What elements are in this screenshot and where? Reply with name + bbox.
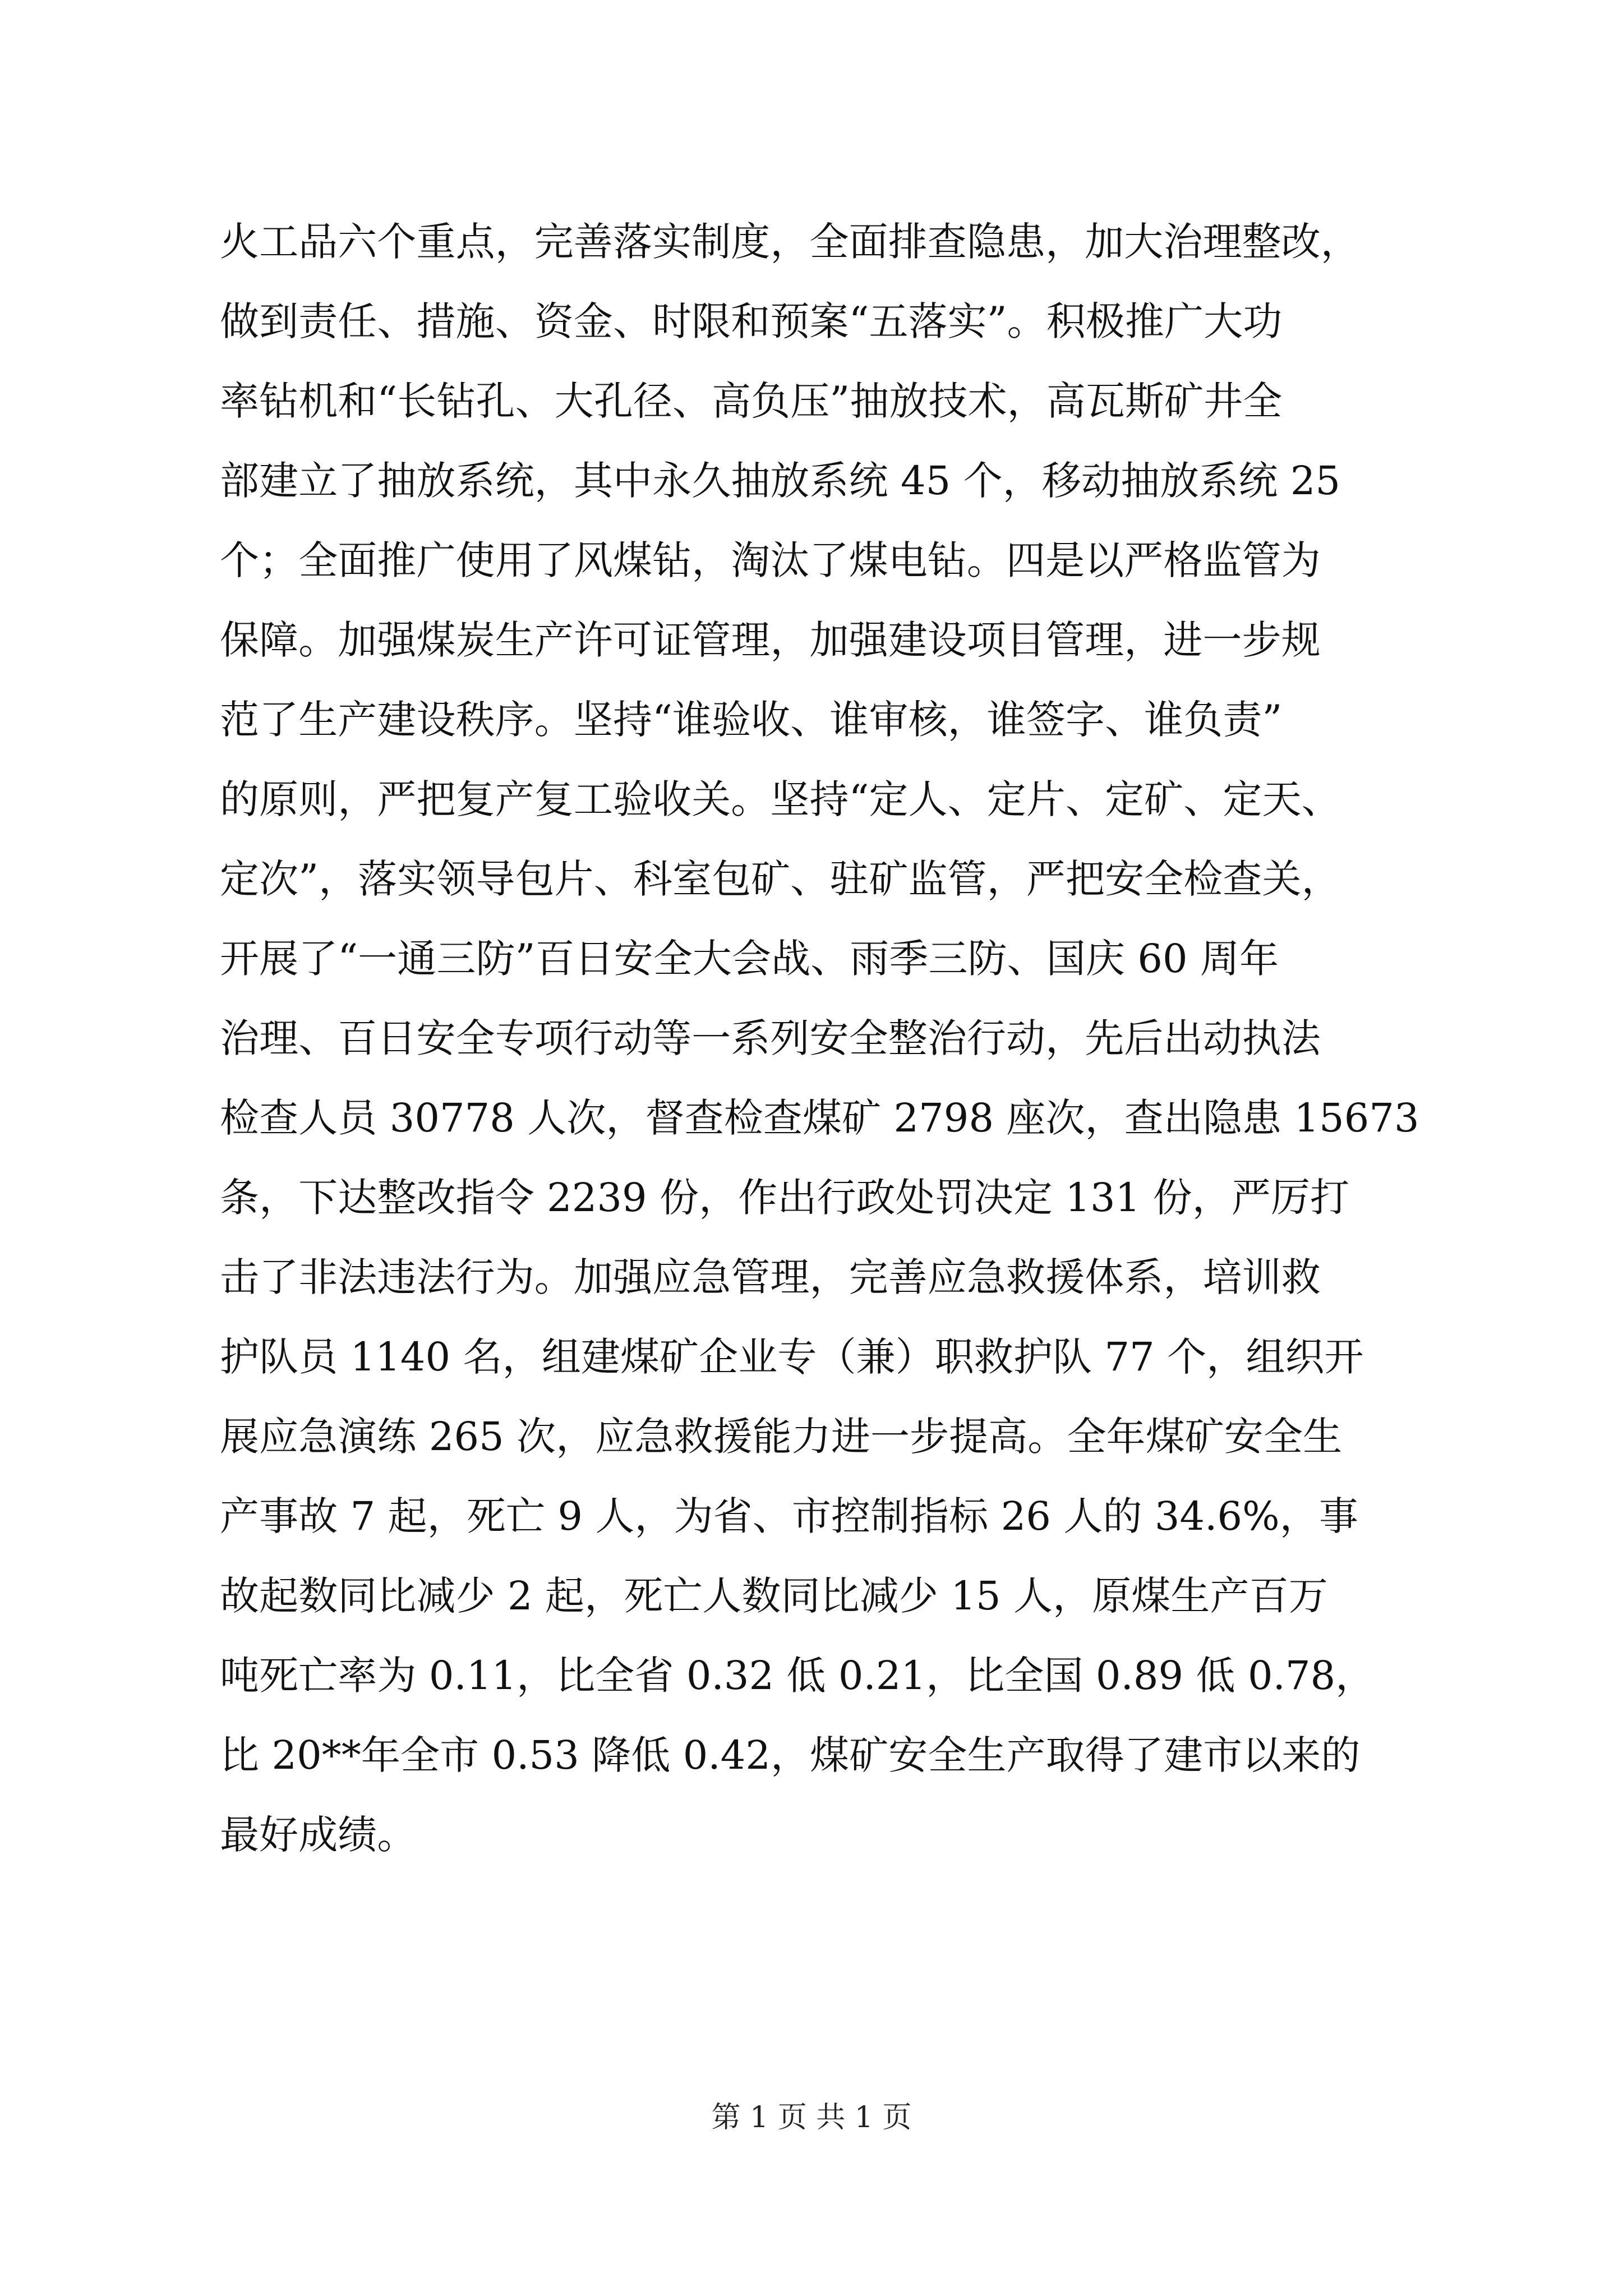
text-line: 检查人员 30778 人次，督查检查煤矿 2798 座次，查出隐患 15673 bbox=[220, 1095, 1419, 1141]
text-line: 击了非法违法行为。加强应急管理，完善应急救援体系，培训救 bbox=[220, 1254, 1321, 1300]
text-line: 治理、百日安全专项行动等一系列安全整治行动，先后出动执法 bbox=[220, 1015, 1321, 1061]
text-line: 产事故 7 起，死亡 9 人，为省、市控制指标 26 人的 34.6%，事 bbox=[220, 1493, 1358, 1539]
text-line: 保障。加强煤炭生产许可证管理，加强建设项目管理，进一步规 bbox=[220, 617, 1321, 663]
text-line: 范了生产建设秩序。坚持“谁验收、谁审核，谁签字、谁负责” bbox=[220, 697, 1283, 743]
text-line: 最好成绩。 bbox=[220, 1812, 417, 1858]
text-line: 部建立了抽放系统，其中永久抽放系统 45 个，移动抽放系统 25 bbox=[220, 458, 1341, 504]
body-paragraph bbox=[220, 202, 1420, 1875]
text-line: 定次”，落实领导包片、科室包矿、驻矿监管，严把安全检查关， bbox=[220, 856, 1341, 902]
text-line: 故起数同比减少 2 起，死亡人数同比减少 15 人，原煤生产百万 bbox=[220, 1573, 1328, 1619]
text-line: 个；全面推广使用了风煤钻，淘汰了煤电钻。四是以严格监管为 bbox=[220, 537, 1321, 583]
text-line: 护队员 1140 名，组建煤矿企业专（兼）职救护队 77 个，组织开 bbox=[220, 1334, 1364, 1380]
text-line: 的原则，严把复产复工验收关。坚持“定人、定片、定矿、定天、 bbox=[220, 776, 1341, 822]
text-line: 开展了“一通三防”百日安全大会战、雨季三防、国庆 60 周年 bbox=[220, 936, 1279, 982]
text-line: 条，下达整改指令 2239 份，作出行政处罚决定 131 份，严厉打 bbox=[220, 1175, 1350, 1221]
page-number-footer: 第 1 页 共 1 页 bbox=[711, 2101, 912, 2134]
text-line: 比 20**年全市 0.53 降低 0.42，煤矿安全生产取得了建市以来的 bbox=[220, 1732, 1361, 1778]
text-line: 展应急演练 265 次，应急救援能力进一步提高。全年煤矿安全生 bbox=[220, 1414, 1343, 1460]
text-line: 吨死亡率为 0.11，比全省 0.32 低 0.21，比全国 0.89 低 0.78， bbox=[220, 1653, 1375, 1699]
text-line: 做到责任、措施、资金、时限和预案“五落实”。积极推广大功 bbox=[220, 298, 1283, 344]
text-line: 率钻机和“长钻孔、大孔径、高负压”抽放技术，高瓦斯矿井全 bbox=[220, 378, 1283, 424]
text-line: 火工品六个重点，完善落实制度，全面排查隐患，加大治理整改， bbox=[220, 219, 1360, 265]
